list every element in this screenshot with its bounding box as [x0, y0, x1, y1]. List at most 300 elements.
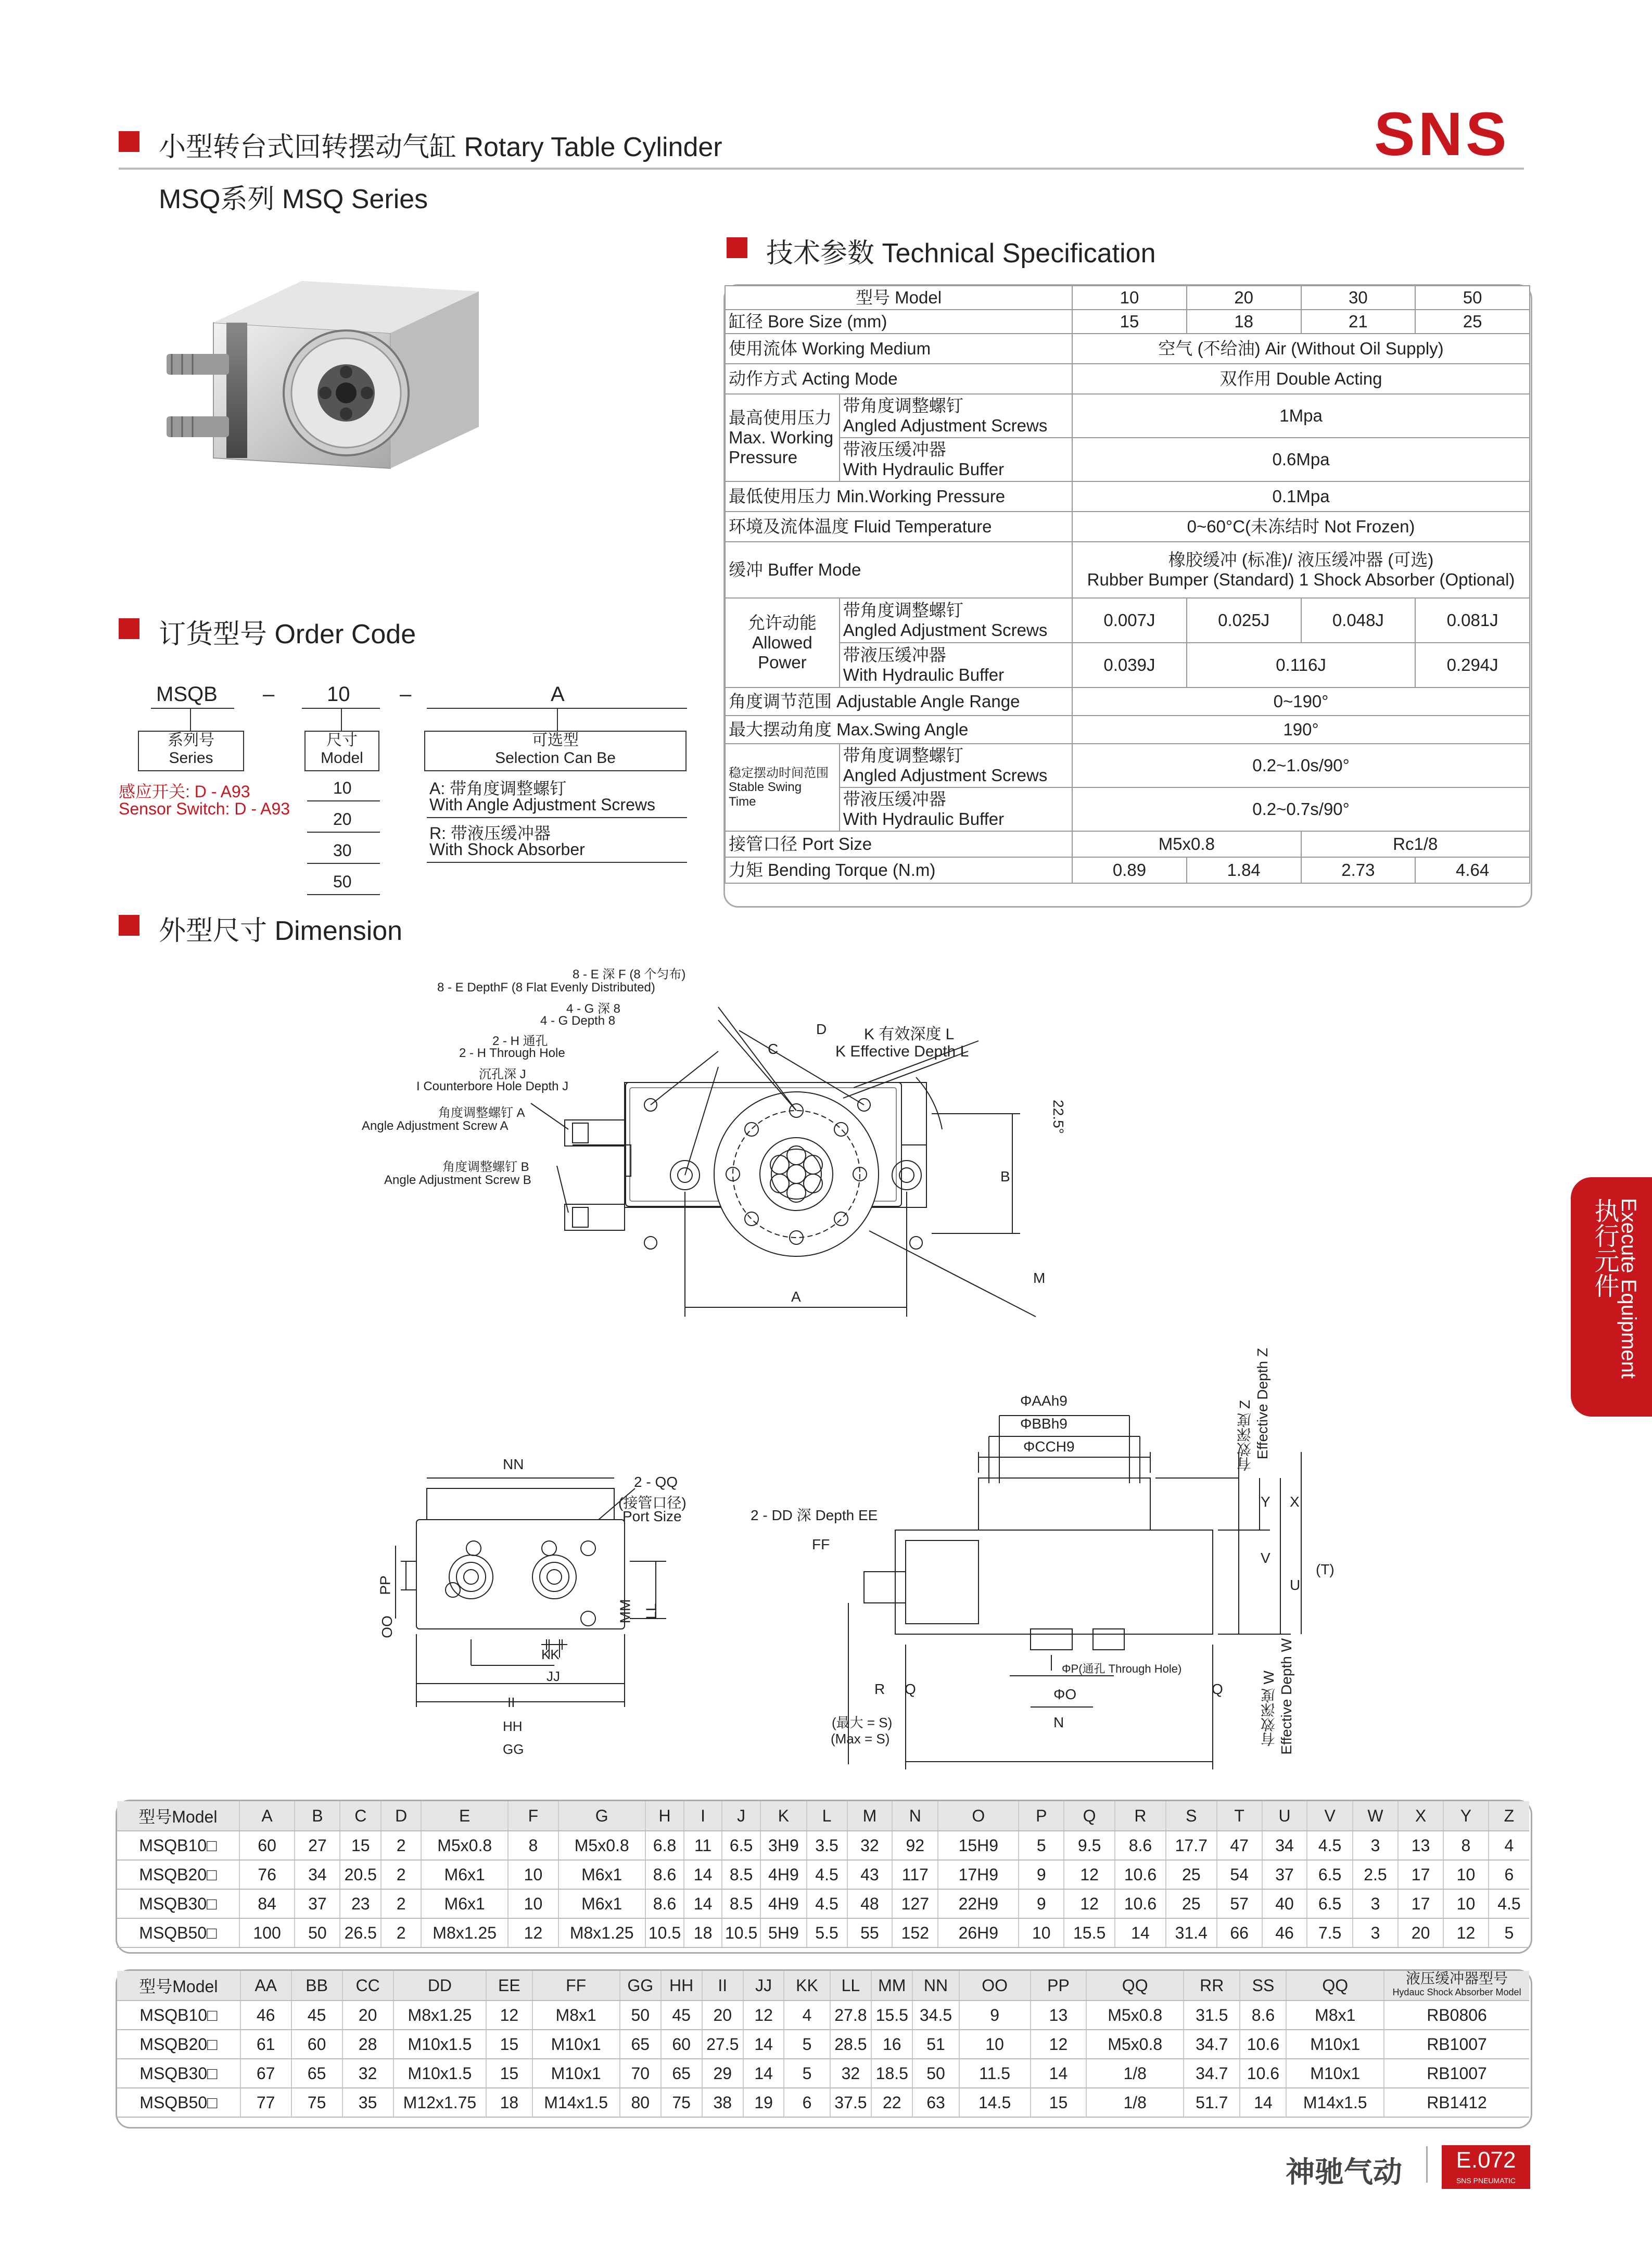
- size-option: 10: [333, 779, 352, 797]
- dim-header-cell: J: [722, 1801, 760, 1831]
- dim-cell: 47: [1217, 1831, 1262, 1860]
- label-b: B: [1000, 1168, 1010, 1184]
- dim-cell: 14: [684, 1860, 722, 1889]
- label-u: U: [1290, 1577, 1301, 1593]
- spec-minp-label: 最低使用压力 Min.Working Pressure: [725, 481, 1072, 512]
- label-y: Y: [1261, 1494, 1270, 1510]
- dim-header-cell: Z: [1489, 1801, 1529, 1831]
- spec-energy-a: 0.007J: [1072, 598, 1187, 643]
- dim-cell: RB1007: [1384, 2059, 1529, 2088]
- spec-torque-label: 力矩 Bending Torque (N.m): [725, 857, 1072, 883]
- label-e-cn: 8 - E 深 F (8 个匀布): [573, 967, 686, 982]
- dim-header-cell: S: [1166, 1801, 1217, 1831]
- spec-bore: 18: [1187, 310, 1301, 334]
- spec-energy-a: 0.081J: [1415, 598, 1530, 643]
- dim-header-line: 液压缓冲器型号: [1406, 1970, 1508, 1986]
- dim-cell: 2: [381, 1889, 421, 1918]
- dim-cell: 28: [342, 2030, 393, 2059]
- size-option: 20: [333, 810, 352, 829]
- dim-cell: 27.8: [830, 2001, 871, 2030]
- dim-cell: 45: [291, 2001, 342, 2030]
- spec-sub-a: 带角度调整螺钉 Angled Adjustment Screws: [840, 394, 1072, 438]
- spec-medium: 空气 (不给油) Air (Without Oil Supply): [1072, 334, 1530, 364]
- dim-cell: 15: [486, 2030, 532, 2059]
- dim-header-cell: QQ: [1286, 1971, 1384, 2001]
- dim-cell: 3.5: [807, 1831, 847, 1860]
- label-c: C: [768, 1041, 779, 1057]
- dim-cell: 15.5: [1064, 1918, 1115, 1947]
- spec-model: 50: [1415, 286, 1530, 310]
- dim-cell: 14: [743, 2030, 784, 2059]
- dim-table-1: [117, 1801, 1529, 1948]
- dim-cell: 5H9: [760, 1918, 806, 1947]
- dim-cell: 12: [1443, 1918, 1489, 1947]
- dim-header-cell: DD: [393, 1971, 487, 2001]
- label-g-cn: 4 - G 深 8: [566, 1002, 621, 1016]
- size-option: 30: [333, 841, 352, 860]
- label-ii: II: [507, 1695, 515, 1710]
- dim-cell: 51: [912, 2030, 959, 2059]
- label-cc: ΦCCH9: [1023, 1438, 1075, 1455]
- dim-cell: 15: [1031, 2088, 1087, 2117]
- dim-cell: 3: [1353, 1889, 1398, 1918]
- dim-cell: 14: [684, 1889, 722, 1918]
- dim-header-cell: A: [239, 1801, 295, 1831]
- dim-cell: 76: [239, 1860, 295, 1889]
- option-rule: [427, 862, 687, 863]
- dim-cell: M6x1: [421, 1889, 508, 1918]
- size-option: 50: [333, 872, 352, 891]
- dim-header-cell: G: [558, 1801, 645, 1831]
- dim-cell: 4: [1489, 1831, 1529, 1860]
- footer-divider: [1426, 2146, 1428, 2183]
- table-row: [117, 1860, 1529, 1889]
- dim-header-cell: II: [702, 1971, 743, 2001]
- dim-header-cell: Y: [1443, 1801, 1489, 1831]
- dim-header-cell: NN: [912, 1971, 959, 2001]
- label-hh: HH: [503, 1718, 523, 1734]
- dim-cell: MSQB10□: [117, 1831, 239, 1860]
- dim-header-cell: LL: [830, 1971, 871, 2001]
- dim-cell: 92: [892, 1831, 938, 1860]
- page-title: 小型转台式回转摆动气缸 Rotary Table Cylinder: [159, 132, 722, 162]
- label-qq-cn: (接管口径): [618, 1495, 687, 1511]
- model-box: 尺寸 Model: [304, 731, 379, 771]
- selection-box: 可选型 Selection Can Be: [424, 731, 687, 771]
- table-row: [117, 1918, 1529, 1947]
- label-bb: ΦBBh9: [1020, 1416, 1068, 1432]
- dim-cell: 3H9: [760, 1831, 806, 1860]
- dim-cell: 32: [342, 2059, 393, 2088]
- dim-cell: 8: [1443, 1831, 1489, 1860]
- label-x: X: [1290, 1494, 1300, 1510]
- dim-cell: 5: [1019, 1831, 1064, 1860]
- dim-header-cell: PP: [1031, 1971, 1087, 2001]
- order-marker: [119, 618, 139, 639]
- dim-header-cell: 型号Model: [117, 1801, 239, 1831]
- dim-cell: 46: [1262, 1918, 1307, 1947]
- dim-header-cell: [1384, 1971, 1529, 2001]
- label-o: ΦO: [1053, 1686, 1077, 1702]
- dim-cell: 14.5: [959, 2088, 1031, 2117]
- spec-energy-a: 0.025J: [1187, 598, 1301, 643]
- spec-port-label: 接管口径 Port Size: [725, 831, 1072, 857]
- dim-cell: 6: [784, 2088, 830, 2117]
- dim-header-cell: T: [1217, 1801, 1262, 1831]
- size-rule: [307, 894, 380, 895]
- footer-page-box: [1442, 2145, 1530, 2189]
- label-mm: MM: [617, 1599, 633, 1624]
- dim-cell: 18.5: [871, 2059, 912, 2088]
- label-w-en: Effective Depth W: [1278, 1638, 1294, 1755]
- dim-header-cell: O: [938, 1801, 1019, 1831]
- dim-cell: 50: [620, 2001, 661, 2030]
- dim-cell: 43: [847, 1860, 893, 1889]
- dim-header-cell: V: [1307, 1801, 1352, 1831]
- dim-cell: 5.5: [807, 1918, 847, 1947]
- dim-cell: 18: [486, 2088, 532, 2117]
- spec-model: 10: [1072, 286, 1187, 310]
- spec-torque: 4.64: [1415, 857, 1530, 883]
- spec-bore-label: 缸径 Bore Size (mm): [725, 310, 1072, 334]
- top-view-drawing: [354, 958, 1083, 1322]
- label-d: D: [816, 1021, 827, 1037]
- dim-cell: 5: [784, 2030, 830, 2059]
- dim-cell: 17H9: [938, 1860, 1019, 1889]
- side-tab-cn: 执行元件: [1591, 1198, 1618, 1298]
- dim-cell: 9: [1019, 1889, 1064, 1918]
- dim-header-cell: K: [760, 1801, 806, 1831]
- spec-sub-a: 带角度调整螺钉 Angled Adjustment Screws: [840, 598, 1072, 643]
- dim-cell: 10.6: [1115, 1860, 1166, 1889]
- dim-header-cell: R: [1115, 1801, 1166, 1831]
- dim-cell: 152: [892, 1918, 938, 1947]
- dim-cell: 10.6: [1240, 2059, 1286, 2088]
- label-screw-a-en: Angle Adjustment Screw A: [362, 1119, 509, 1133]
- dim-cell: M8x1.25: [558, 1918, 645, 1947]
- label-s-cn: (最大 = S): [832, 1715, 893, 1730]
- dim-cell: 57: [1217, 1889, 1262, 1918]
- label-v: V: [1261, 1550, 1270, 1566]
- label-k-cn: K 有效深度 L: [864, 1026, 955, 1043]
- dim-cell: 12: [743, 2001, 784, 2030]
- dim-cell: 7.5: [1307, 1918, 1352, 1947]
- dim-cell: 14: [1240, 2088, 1286, 2117]
- dim-cell: 4: [784, 2001, 830, 2030]
- dim-cell: 40: [1262, 1889, 1307, 1918]
- dim-cell: 8.6: [645, 1860, 684, 1889]
- dim-cell: 8.5: [722, 1860, 760, 1889]
- dim-cell: MSQB20□: [117, 1860, 239, 1889]
- dim-header-cell: E: [421, 1801, 508, 1831]
- dim-cell: 15.5: [871, 2001, 912, 2030]
- dim-cell: RB1007: [1384, 2030, 1529, 2059]
- dim-cell: 9: [1019, 1860, 1064, 1889]
- spec-angle-label: 角度调节范围 Adjustable Angle Range: [725, 687, 1072, 716]
- size-rule: [307, 800, 380, 801]
- dim-cell: 10: [508, 1860, 558, 1889]
- dim-cell: 22H9: [938, 1889, 1019, 1918]
- label-k-en: K Effective Depth L: [835, 1043, 969, 1060]
- label-w-cn: 有效深度 W: [1261, 1671, 1277, 1747]
- spec-energy-a: 0.048J: [1301, 598, 1416, 643]
- spec-angle: 0~190°: [1072, 687, 1530, 716]
- dim-cell: 12: [1031, 2030, 1087, 2059]
- spec-bore: 25: [1415, 310, 1530, 334]
- dim-cell: 31.4: [1166, 1918, 1217, 1947]
- dimension-title: 外型尺寸 Dimension: [159, 916, 403, 946]
- dim-header-cell: L: [807, 1801, 847, 1831]
- dim-cell: M10x1: [1286, 2059, 1384, 2088]
- dim-cell: 54: [1217, 1860, 1262, 1889]
- spec-medium-label: 使用流体 Working Medium: [725, 334, 1072, 364]
- dim-header-cell: EE: [486, 1971, 532, 2001]
- spec-energy-b: 0.294J: [1415, 643, 1530, 687]
- table-row: [117, 1831, 1529, 1860]
- sensor-switch-en: Sensor Switch: D - A93: [119, 799, 290, 818]
- dim-cell: 84: [239, 1889, 295, 1918]
- dim-header-cell: QQ: [1086, 1971, 1184, 2001]
- dim-cell: 34: [295, 1860, 340, 1889]
- dim-cell: 20: [342, 2001, 393, 2030]
- label-screw-b-en: Angle Adjustment Screw B: [384, 1173, 531, 1187]
- header-rule: [119, 168, 1524, 170]
- dim-cell: M8x1: [532, 2001, 620, 2030]
- dim-cell: 2: [381, 1860, 421, 1889]
- dim-cell: MSQB50□: [117, 1918, 239, 1947]
- dim-cell: 8.6: [1115, 1831, 1166, 1860]
- dim-cell: MSQB30□: [117, 2059, 240, 2088]
- dim-cell: 6.5: [1307, 1860, 1352, 1889]
- dim-cell: M6x1: [558, 1860, 645, 1889]
- option-rule: [427, 817, 687, 818]
- dim-cell: 15H9: [938, 1831, 1019, 1860]
- dim-cell: 26.5: [340, 1918, 381, 1947]
- size-rule: [307, 863, 380, 864]
- label-e-en: 8 - E DepthF (8 Flat Evenly Distributed): [437, 980, 655, 995]
- dim-cell: M10x1: [532, 2030, 620, 2059]
- dim-header-cell: SS: [1240, 1971, 1286, 2001]
- dim-cell: 1/8: [1086, 2059, 1184, 2088]
- dim-cell: 20.5: [340, 1860, 381, 1889]
- dim-cell: 8.5: [722, 1889, 760, 1918]
- dim-cell: 10.6: [1240, 2030, 1286, 2059]
- dim-cell: M8x1: [1286, 2001, 1384, 2030]
- dim-cell: 34.5: [912, 2001, 959, 2030]
- dim-cell: 4H9: [760, 1889, 806, 1918]
- dim-cell: 51.7: [1184, 2088, 1240, 2117]
- footer-brand: 神驰气动: [1286, 2156, 1402, 2188]
- label-t: (T): [1316, 1561, 1335, 1577]
- dim-cell: 28.5: [830, 2030, 871, 2059]
- table-row: [117, 2030, 1529, 2059]
- dim-cell: 65: [620, 2030, 661, 2059]
- dim-cell: 63: [912, 2088, 959, 2117]
- table-row: [117, 2088, 1529, 2117]
- label-dd: 2 - DD 深 Depth EE: [751, 1507, 878, 1523]
- order-size-code: 10: [327, 683, 350, 706]
- dim-cell: 6.5: [722, 1831, 760, 1860]
- order-option-code: A: [551, 683, 565, 706]
- dim-cell: 50: [295, 1918, 340, 1947]
- label-z-en: Effective Depth Z: [1254, 1348, 1270, 1460]
- dim-cell: 2: [381, 1918, 421, 1947]
- dim-cell: 60: [661, 2030, 702, 2059]
- spec-buffer-label: 缓冲 Buffer Mode: [725, 542, 1072, 598]
- spec-energy-b: 0.039J: [1072, 643, 1187, 687]
- table-row: [117, 1889, 1529, 1918]
- dim-header-cell: GG: [620, 1971, 661, 2001]
- dim-cell: M10x1.5: [393, 2030, 487, 2059]
- dim-cell: 17.7: [1166, 1831, 1217, 1860]
- dim-header-cell: X: [1398, 1801, 1443, 1831]
- label-h-en: 2 - H Through Hole: [459, 1046, 565, 1060]
- dim-cell: 26H9: [938, 1918, 1019, 1947]
- dim-header-cell: D: [381, 1801, 421, 1831]
- dim-cell: 10: [1443, 1889, 1489, 1918]
- dim-cell: 38: [702, 2088, 743, 2117]
- order-connector: [557, 709, 558, 731]
- dim-cell: RB0806: [1384, 2001, 1529, 2030]
- dim-cell: 16: [871, 2030, 912, 2059]
- dim-cell: 11: [684, 1831, 722, 1860]
- dim-cell: 12: [1064, 1860, 1115, 1889]
- dim-cell: 8: [508, 1831, 558, 1860]
- size-rule: [307, 832, 380, 833]
- dim-cell: 4.5: [1489, 1889, 1529, 1918]
- dim-cell: 37.5: [830, 2088, 871, 2117]
- dim-cell: 9.5: [1064, 1831, 1115, 1860]
- dim-header-cell: 型号Model: [117, 1971, 240, 2001]
- dim-cell: 10: [959, 2030, 1031, 2059]
- dim-cell: 77: [240, 2088, 291, 2117]
- dim-cell: 15: [340, 1831, 381, 1860]
- dim-cell: M5x0.8: [1086, 2001, 1184, 2030]
- spec-port: Rc1/8: [1301, 831, 1530, 857]
- dim-cell: M5x0.8: [421, 1831, 508, 1860]
- spec-torque: 0.89: [1072, 857, 1187, 883]
- spec-time-a: 0.2~1.0s/90°: [1072, 744, 1530, 787]
- dim-header-cell: H: [645, 1801, 684, 1831]
- dim-cell: 5: [784, 2059, 830, 2088]
- dim-cell: 35: [342, 2088, 393, 2117]
- brand-logo: SNS: [1374, 100, 1510, 169]
- dim-cell: 8.6: [1240, 2001, 1286, 2030]
- spec-bore: 21: [1301, 310, 1416, 334]
- dim-cell: 55: [847, 1918, 893, 1947]
- dim-cell: 10: [1443, 1860, 1489, 1889]
- dim-cell: MSQB30□: [117, 1889, 239, 1918]
- order-dash: –: [400, 683, 412, 706]
- dim-cell: 61: [240, 2030, 291, 2059]
- table-row: [117, 2059, 1529, 2088]
- dim-cell: 34: [1262, 1831, 1307, 1860]
- dim-cell: 27: [295, 1831, 340, 1860]
- dim-cell: 60: [291, 2030, 342, 2059]
- dim-cell: 10.6: [1115, 1889, 1166, 1918]
- spec-model-label: 型号 Model: [725, 286, 1072, 310]
- dim-cell: RB1412: [1384, 2088, 1529, 2117]
- spec-maxp-b: 0.6Mpa: [1072, 438, 1530, 481]
- label-i-en: I Counterbore Hole Depth J: [416, 1079, 569, 1093]
- dim-cell: M12x1.75: [393, 2088, 487, 2117]
- label-qq-en: Port Size: [622, 1508, 682, 1524]
- spec-temp-label: 环境及流体温度 Fluid Temperature: [725, 512, 1072, 542]
- spec-time-label: 稳定摆动时间范围 Stable Swing Time: [725, 744, 840, 831]
- label-ff: FF: [812, 1536, 830, 1552]
- dim-header-line: Hydauc Shock Absorber Model: [1392, 1987, 1521, 1997]
- label-q-right: Q: [1212, 1681, 1223, 1697]
- dim-cell: M10x1: [1286, 2030, 1384, 2059]
- spec-bore: 15: [1072, 310, 1187, 334]
- spec-model: 20: [1187, 286, 1301, 310]
- footer-sub: SNS PNEUMATIC: [1456, 2176, 1516, 2185]
- dim-cell: 117: [892, 1860, 938, 1889]
- side-tab: [1571, 1177, 1652, 1417]
- dim-header-cell: F: [508, 1801, 558, 1831]
- dim-cell: 75: [291, 2088, 342, 2117]
- dim-cell: M10x1: [532, 2059, 620, 2088]
- title-marker: [119, 131, 139, 152]
- series-title: MSQ系列 MSQ Series: [159, 184, 428, 214]
- order-dash: –: [263, 683, 275, 706]
- dim-cell: 6.8: [645, 1831, 684, 1860]
- dim-cell: 10: [1019, 1918, 1064, 1947]
- dim-cell: 100: [239, 1918, 295, 1947]
- spec-buffer: 橡胶缓冲 (标准)/ 液压缓冲器 (可选) Rubber Bumper (Standard) 1 Shock Absorber (Optional): [1072, 542, 1530, 598]
- order-connector: [190, 709, 191, 732]
- product-photo: [167, 260, 500, 484]
- label-p: ΦP(通孔 Through Hole): [1062, 1662, 1182, 1675]
- dim-header-cell: AA: [240, 1971, 291, 2001]
- dim-cell: 10: [508, 1889, 558, 1918]
- label-ll: LL: [643, 1603, 659, 1620]
- label-oo: OO: [378, 1615, 395, 1638]
- dim-cell: 5: [1489, 1918, 1529, 1947]
- spec-maxp-label: 最高使用压力 Max. Working Pressure: [725, 394, 840, 481]
- dim-cell: 31.5: [1184, 2001, 1240, 2030]
- option-a-en: With Angle Adjustment Screws: [429, 795, 655, 814]
- dim-cell: 2.5: [1353, 1860, 1398, 1889]
- spec-maxp-a: 1Mpa: [1072, 394, 1530, 438]
- series-box: 系列号 Series: [138, 731, 244, 771]
- dim-cell: 127: [892, 1889, 938, 1918]
- dim-cell: M8x1.25: [393, 2001, 487, 2030]
- label-kk: KK: [541, 1647, 560, 1662]
- dim-cell: 9: [959, 2001, 1031, 2030]
- table-row: [117, 2001, 1529, 2030]
- dim-header-cell: Q: [1064, 1801, 1115, 1831]
- option-r-en: With Shock Absorber: [429, 840, 585, 859]
- label-screw-a-cn: 角度调整螺钉 A: [438, 1106, 525, 1120]
- spec-torque: 1.84: [1187, 857, 1301, 883]
- option-r-cn: R: 带液压缓冲器: [429, 824, 551, 843]
- dim-table-2: [117, 1971, 1529, 2118]
- dimension-marker: [119, 915, 139, 936]
- dim-header-cell: CC: [342, 1971, 393, 2001]
- order-underline: [151, 708, 234, 709]
- label-qq: 2 - QQ: [634, 1474, 678, 1490]
- spec-minp: 0.1Mpa: [1072, 481, 1530, 512]
- dim-cell: 12: [486, 2001, 532, 2030]
- dim-header-cell: JJ: [743, 1971, 784, 2001]
- dim-cell: 15: [486, 2059, 532, 2088]
- spec-title: 技术参数 Technical Specification: [766, 238, 1156, 269]
- order-title: 订货型号 Order Code: [159, 619, 416, 649]
- dim-cell: 14: [1031, 2059, 1087, 2088]
- label-i-cn: 沉孔深 J: [479, 1067, 526, 1081]
- label-h-cn: 2 - H 通孔: [492, 1034, 548, 1048]
